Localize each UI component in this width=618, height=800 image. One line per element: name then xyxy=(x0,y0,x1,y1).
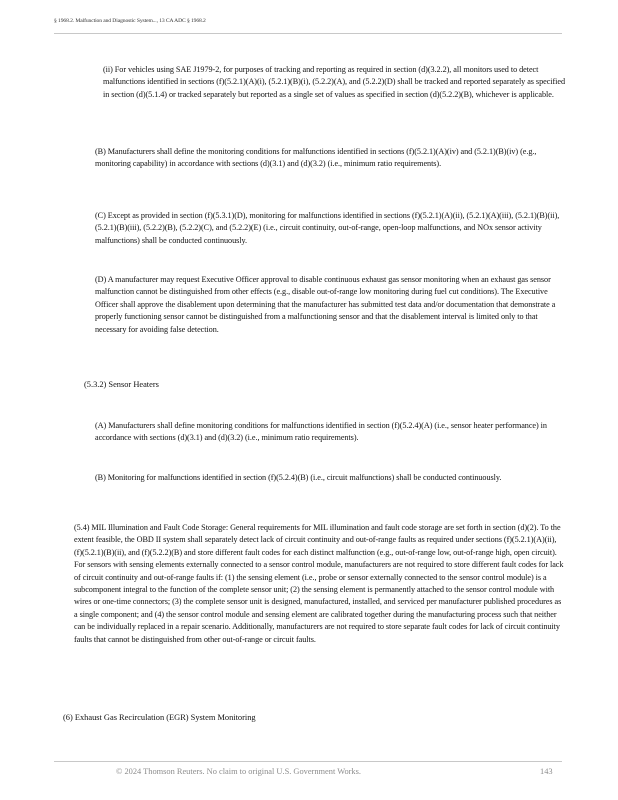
paragraph-b-monitoring-conditions: (B) Manufacturers shall define the monitoring conditions for malfunctions identified in sections (f)(5.2.1)(A)(iv) and (5.2.1)(B)(iv) (e.g., monitoring capability) in accordance with sections (d)(3.1) and (d)(3.2) (i.e., minimum ratio requirements). xyxy=(95,147,537,169)
paragraph-d-disable-monitoring: (D) A manufacturer may request Executive Officer approval to disable continuous exhaust gas sensor monitoring when an exhaust gas sensor malfunction cannot be distinguished from other effects (e.g., disable out-of-range low monitoring during fuel cut conditions). The Executive Officer shall approve the disablement upon determining that the manufacturer has submitted test data and/or documentation that demonstrate a properly functioning sensor cannot be distinguished from a malfunctioning sensor and that the disablement interval is limited only to that necessary for avoiding false detection. xyxy=(95,275,556,334)
section-heading-sensor-heaters: (5.3.2) Sensor Heaters xyxy=(84,380,159,389)
paragraph-c-continuous-monitoring: (C) Except as provided in section (f)(5.3.1)(D), monitoring for malfunctions identified in sections (f)(5.2.1)(A)(ii), (5.2.1)(A)(iii), (5.2.1)(B)(ii), (5.2.1)(B)(iii), (5.2.2)(B), (5.2.2)(C), and (5.2.2)(E) (i.e., circuit continuity, out-of-range, open-loop malfunctions, and NOx sensor activity malfunctions) shall be conducted continuously. xyxy=(95,211,560,245)
footer-copyright: © 2024 Thomson Reuters. No claim to original U.S. Government Works. xyxy=(116,767,361,776)
paragraph-mil-illumination: (5.4) MIL Illumination and Fault Code Storage: General requirements for MIL illumination and fault code storage are set forth in section (d)(2). To the extent feasible, the OBD II system shall separately detect lack of circuit continuity and out-of-range faults as required under sections (f)(5.2.1)(A)(ii), (f)(5.2.1)(B)(ii), and (f)(5.2.2)(B) and store different fault codes for each distinct malfunction (e.g., out-of-range low, out-of-range high, open circuit). For sensors with sensing elements externally connected to a sensor control module, manufacturers are not required to store different fault codes for lack of circuit continuity and out-of-range faults if: (1) the sensing element (i.e., probe or sensor externally connected to the sensor control module) is a subcomponent integral to the function of the complete sensor unit; (2) the sensing element is permanently attached to the sensor control module with wires or one-time connectors; (3) the complete sensor unit is designed, manufactured, installed, and serviced per manufacturer published procedures as a single component; and (4) the sensor control module and sensing element are calibrated together during the manufacturing process such that neither can be individually replaced in a repair scenario. Additionally, manufacturers are not required to store separate fault codes for lack of circuit continuity faults that cannot be distinguished from other out-of-range or circuit faults. xyxy=(74,523,564,644)
page-number: 143 xyxy=(540,767,553,776)
running-header: § 1968.2. Malfunction and Diagnostic System..., 13 CA ADC § 1968.2 xyxy=(54,18,206,24)
paragraph-a-heater-performance: (A) Manufacturers shall define monitoring conditions for malfunctions identified in section (f)(5.2.4)(A) (i.e., sensor heater performance) in accordance with sections (d)(3.1) and (d)(3.2) (i.e., minimum ratio requirements). xyxy=(95,421,547,443)
footer-divider xyxy=(54,761,562,762)
header-divider xyxy=(54,33,562,34)
paragraph-b-circuit-malfunctions: (B) Monitoring for malfunctions identified in section (f)(5.2.4)(B) (i.e., circuit malfunctions) shall be conducted continuously. xyxy=(95,473,502,482)
section-heading-egr-monitoring: (6) Exhaust Gas Recirculation (EGR) System Monitoring xyxy=(63,713,256,722)
paragraph-ii-sae-j1979-2: (ii) For vehicles using SAE J1979-2, for purposes of tracking and reporting as required in section (d)(3.2.2), all monitors used to detect malfunctions identified in sections (f)(5.2.1)(A)(i), (5.2.1)(B)(i), (5.2.2)(A), and (5.2.2)(D) shall be tracked and reported separately as specified in section (d)(5.1.4) or tracked separately but reported as a single set of values as specified in section (d)(5.2.2)(B), whichever is applicable. xyxy=(103,65,566,99)
